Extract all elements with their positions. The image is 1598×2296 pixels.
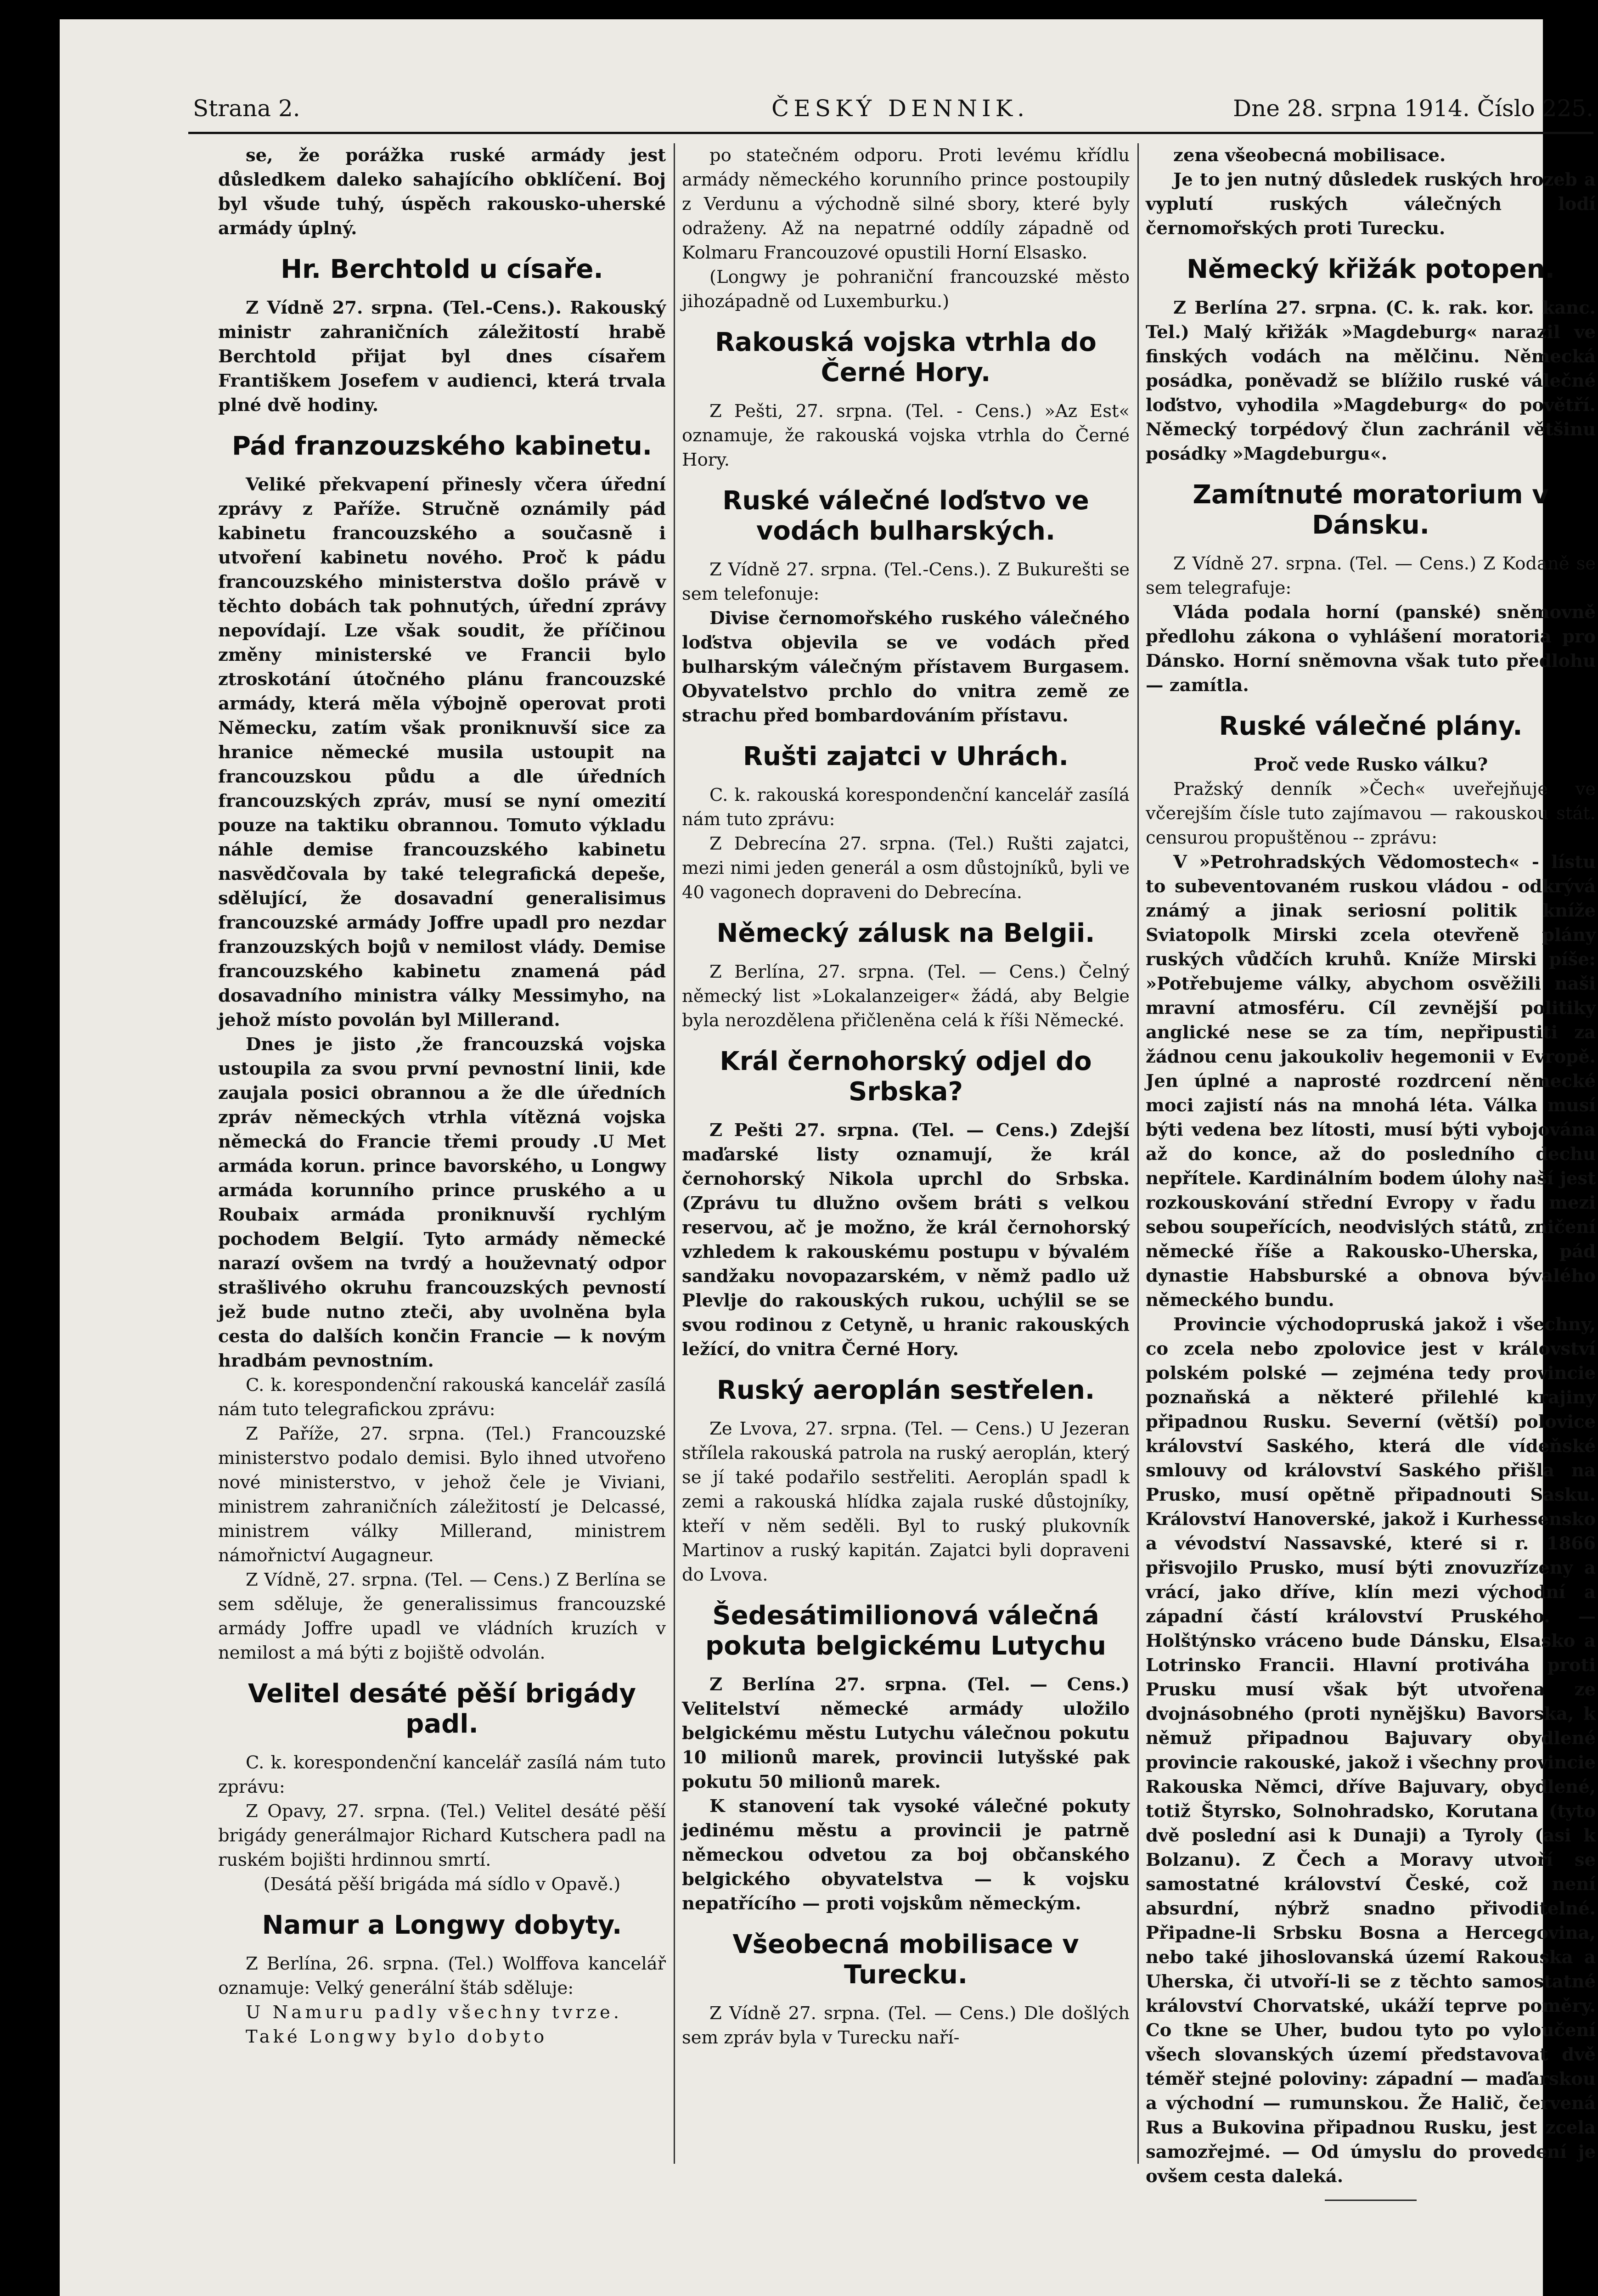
headline-russian-war-plans: Ruské válečné plány.: [1219, 711, 1523, 741]
headline-montenegrin-king: Král černohorský odjel do Srbska?: [720, 1047, 1092, 1107]
headline-namur-longwy: Namur a Longwy dobyty.: [262, 1910, 622, 1940]
headline-brigade-commander: Velitel desáté pěší brigády padl.: [248, 1679, 636, 1739]
header-rule: [188, 132, 1593, 134]
paragraph: Pražský denník »Čech« uveřejňuje ve včerejším čísle tuto zajímavou — rakouskou stát. censurou propuštěnou -- zprávu:: [1146, 779, 1596, 848]
paragraph: Provincie východopruská jakož i všechny, co zcela nebo zpolovice jest v království polském polské — zejména tedy provincie poznaňská a některé přilehlé krajiny připadnou Rusku. Severní (větší) polovice království Saského, která dle vídeňské smlouvy od království Saského přišla na Prusko, musí opětně připadnouti Sasku. Království Hanoverské, jakož i Kurhessensko a vévodství Nassavské, které si r. 1866 přisvojilo Prusko, musí býti znovuzřízeny a vrácí, jako dříve, klín mezi východní a západní částí království Pruského. — Holštýnsko vráceno bude Dánsku, Elsasko a Lotrinsko Francii. Hlavní protiváha proti Prusku musí však být utvořena ze dvojnásobného (proti nynějšku) Bavorska, k němuž připadnou Bajuvary obydlené provincie rakouské, jakož i všechny provincie Rakouska Němci, dříve Bajuvary, obydlené, totiž Štyrsko, Solnohradsko, Korutana (tyto dvě poslední asi k Dunaji) a Tyroly (asi k Bolzanu). Z Čech a Moravy utvoří se samostatné království České, což není absurdní, nýbrž snadno přivoditelné. Připadne-li Srbsku Bosna a Hercegovina, nebo také jihoslovanská území Rakouska a Uherska, či utvoří-li se z těchto samostatné království Chorvatské, ukáží teprve poměry. Co tkne se Uher, budou tyto po vyloučení všech slovanských území představovat dvě téměř stejné poloviny: západní — maďarskou a východní — rumunskou. Že Halič, červená Rus a Bukovina připadnou Rusku, jest zcela samozřejmé. — Od úmyslu do provedení je ovšem cesta daleká.: [1146, 1314, 1596, 2187]
paragraph: Z Paříže, 27. srpna. (Tel.) Francouzské ministerstvo podalo demisi. Bylo ihned utvořeno nové ministerstvo, v jehož čele je Viviani, ministrem zahraničních záležitostí je Delcassé, ministrem války Millerand, ministrem námořnictví Augagneur.: [218, 1424, 666, 1566]
paragraph: Z Vídně, 27. srpna. (Tel. — Cens.) Z Berlína se sem sděluje, že generalissimus francouzské armády Joffre upadl ve vládních kruzích v nemilost a má býti z bojiště odvolán.: [218, 1570, 666, 1663]
headline-berchtold: Hr. Berchtold u císaře.: [281, 254, 603, 284]
paragraph: Z Berlína 27. srpna. (Tel. — Cens.) Velitelství německé armády uložilo belgickému městu Lutychu válečnou pokutu 10 milionů marek, provincii lutyšské pak pokutu 50 milionů marek.: [682, 1674, 1130, 1792]
page-number: Strana 2.: [193, 95, 300, 122]
paragraph: V »Petrohradských Vědomostech« - lístu to subeventovaném ruskou vládou - odkrývá známý a jinak seriosní politik kníže Sviatopolk Mirski zcela otevřeně plány ruských vůdčích kruhů. Kníže Mirski píše: »Potřebujeme války, abychom osvěžili naši mravní atmosféru. Cíl zevnější politiky anglické nese se za tím, nepřipustiti za žádnou cenu jakoukoliv hegemonii v Evropě. Jen úplné a naprosté rozdrcení německé moci zajistí nás na mnohá léta. Válka musí býti vedena bez lítosti, musí býti vybojována až do konce, až do posledního dechu nepřítele. Kardinálním bodem úlohy naší jest rozkouskování střední Evropy v řadu mezi sebou soupeřících, neodvislých států, zničení německé říše a Rakousko-Uherska, pád dynastie Habsburské a obnova bývalého německého bundu.: [1146, 852, 1596, 1311]
headline-russian-fleet: Ruské válečné loďstvo ve vodách bulharských.: [722, 486, 1089, 546]
newspaper-page: [60, 19, 1596, 2296]
paragraph: Z Pešti 27. srpna. (Tel. — Cens.) Zdejší maďarské listy oznamují, že král černohorský Nikola uprchl do Srbska. (Zprávu tu dlužno ovšem bráti s velkou reservou, ač je možno, že král černohorský vzhledem k rakouskému postupu v bývalém sandžaku novopazarském, v němž padlo už Plevlje do rakouských rukou, uchýlil se se svou rodinou z Cetyně, u hranic rakouských ležící, do vnitra Černé Hory.: [682, 1120, 1130, 1360]
end-separator: [1325, 2200, 1417, 2201]
issue-date: Dne 28. srpna 1914. Číslo 225.: [1233, 95, 1593, 122]
paragraph: Z Opavy, 27. srpna. (Tel.) Velitel desáté pěší brigády generálmajor Richard Kutschera padl na ruském bojišti hrdinnou smrtí.: [218, 1801, 666, 1870]
paragraph: Z Debrecína 27. srpna. (Tel.) Rušti zajatci, mezi nimi jeden generál a osm důstojníků, byli ve 40 vagonech dopraveni do Debrecína.: [682, 833, 1130, 903]
paragraph: Z Vídně 27. srpna. (Tel.-Cens.). Z Bukurešti se sem telefonuje:: [682, 559, 1130, 604]
paragraph: se, že porážka ruské armády jest důsledkem daleko sahajícího obklíčení. Boj byl všude tuhý, úspěch rakousko-uherské armády úplný.: [218, 145, 666, 239]
paragraph: Z Berlína, 26. srpna. (Tel.) Wolffova kancelář oznamuje: Velký generální štáb sděluje:: [218, 1953, 666, 1998]
headline-belgium-claim: Německý zálusk na Belgii.: [716, 918, 1095, 948]
paragraph: C. k. korespondenční rakouská kancelář zasílá nám tuto telegrafickou zprávu:: [218, 1375, 666, 1420]
headline-moratorium: Zamítnuté moratorium v Dánsku.: [1193, 480, 1549, 540]
paragraph: Dnes je jisto ,že francouzská vojska ustoupila za svou první pevnostní linii, kde zaujala posici obrannou a že dle úředních zpráv německých vtrhla vítězná vojska německá do Francie třemi proudy .U Met armáda korun. prince bavorského, u Longwy armáda korunního prince pruského a u Roubaix armáda proniknuvší rychlým pochodem Belgií. Tyto armády německé narazí ovšem na tvrdý a houževnatý odpor strašlivého okruhu francouzských pevností jež bude nutno zteči, aby uvolněna byla cesta do dalších končin Francie — k novým hradbám pevnostním.: [218, 1034, 666, 1371]
paragraph: (Desátá pěší brigáda má sídlo v Opavě.): [263, 1874, 621, 1895]
headline-russian-prisoners: Rušti zajatci v Uhrách.: [743, 742, 1069, 771]
paragraph: Z Vídně 27. srpna. (Tel.-Cens.). Rakouský ministr zahraničních záležitostí hrabě Berchtold přijat byl dnes císařem Františkem Josefem v audienci, která trvala plné dvě hodiny.: [218, 298, 666, 416]
paragraph: Z Berlína, 27. srpna. (Tel. — Cens.) Čelný německý list »Lokalanzeiger« žádá, aby Belgie byla nerozdělena přičleněna celá k říši Německé.: [682, 962, 1130, 1031]
headline-turkey-mobilisation: Všeobecná mobilisace v Turecku.: [732, 1930, 1079, 1990]
paragraph: Je to jen nutný důsledek ruských hrozeb a vyplutí ruských válečných lodí černomořských proti Turecku.: [1146, 169, 1596, 239]
headline-montenegro-invasion: Rakouská vojska vtrhla do Černé Hory.: [715, 327, 1097, 388]
column-divider: [1137, 143, 1139, 2164]
column-divider: [674, 143, 675, 2164]
paragraph: Vláda podala horní (panské) sněmovně předlohu zákona o vyhlášení moratoria pro Dánsko. Horní sněmovna však tuto předlohu — zamítla.: [1146, 602, 1596, 696]
paragraph: Veliké překvapení přinesly včera úřední zprávy z Paříže. Stručně oznámily pád kabinetu francouzského a současně i utvoření kabinetu nového. Proč k pádu francouzského ministerstva došlo právě v těchto dobách tak pohnutých, úřední zprávy nepovídají. Lze však soudit, že příčinou změny ministerské ve Francii bylo ztroskotání útočného plánu francouzské armády, která měla výbojně operovat proti Německu, zatím však proniknuvší sice za hranice německé musila ustoupit na francouzskou půdu a dle úředních francouzských zpráv, musí se nyní omezití pouze na taktiku obrannou. Tomuto výkladu náhle demise francouzského kabinetu nasvědčovala by také telegrafická depeše, sdělující, že dosavadní generalisimus francouzské armády Joffre upadl pro nezdar franzouzských bojů v nemilost vlády. Demise francouzského kabinetu znamená pád dosavadního ministra války Messimyho, na jehož místo povolán byl Millerand.: [218, 474, 666, 1030]
headline-aeroplane: Ruský aeroplán sestřelen.: [716, 1375, 1095, 1405]
paragraph: po statečném odporu. Proti levému křídlu armády německého korunního prince postoupily z Verdunu a východně silné sbory, které byly odraženy. Až na nepatrné oddíly západně od Kolmaru Francouzové opustili Horní Elsasko.: [682, 145, 1130, 263]
subheadline: Proč vede Rusko válku?: [1253, 754, 1488, 775]
paragraph: C. k. korespondenční kancelář zasílá nám tuto zprávu:: [218, 1752, 666, 1797]
paragraph: Z Vídně 27. srpna. (Tel. — Cens.) Z Kodaně se sem telegrafuje:: [1146, 553, 1596, 598]
paragraph: Divise černomořského ruského válečného loďstva objevila se ve vodách před bulharským válečným přístavem Burgasem. Obyvatelstvo prchlo do vnitra země ze strachu před bombardováním přístavu.: [682, 608, 1130, 726]
column-1: [218, 143, 666, 2219]
masthead: [193, 95, 1593, 127]
paragraph: C. k. rakouská korespondenční kancelář zasílá nám tuto zprávu:: [682, 785, 1130, 830]
paragraph: Také Longwy bylo dobyto: [246, 2026, 548, 2047]
newspaper-title: ČESKÝ DENNIK.: [771, 95, 1030, 122]
paragraph: Z Vídně 27. srpna. (Tel. — Cens.) Dle došlých sem zpráv byla v Turecku naří-: [682, 2003, 1130, 2048]
paragraph: Ze Lvova, 27. srpna. (Tel. — Cens.) U Jezeran střílela rakouská patrola na ruský aeroplán, který se jí také podařilo sestřeliti. Aeroplán spadl k zemi a rakouská hlídka zajala ruské důstojníky, kteří v něm seděli. Byl to ruský plukovník Martinov a ruský kapitán. Zajatci byli dopraveni do Lvova.: [682, 1418, 1130, 1585]
column-2: [682, 143, 1130, 2219]
headline-liege-fine: Šedesátimilionová válečná pokuta belgickému Lutychu: [705, 1601, 1106, 1661]
paragraph: Z Pešti, 27. srpna. (Tel. - Cens.) »Az Est« oznamuje, že rakouská vojska vtrhla do Černé Hory.: [682, 401, 1130, 470]
headline-french-cabinet: Pád franzouzského kabinetu.: [231, 431, 653, 461]
paragraph: K stanovení tak vysoké válečné pokuty jedinému městu a provincii je patrně německou odvetou za boj občanského belgického obyvatelstva — k vojsku nepatřícího — proti vojskům německým.: [682, 1796, 1130, 1914]
paragraph: U Namuru padly všechny tvrze.: [246, 2002, 622, 2023]
column-3: [1146, 143, 1596, 2219]
paragraph: (Longwy je pohraniční francouzské město jihozápadně od Luxemburku.): [682, 267, 1130, 312]
paragraph: zena všeobecná mobilisace.: [1173, 145, 1446, 166]
headline-cruiser-sunk: Německý křižák potopen.: [1187, 254, 1555, 284]
paragraph: Z Berlína 27. srpna. (C. k. rak. kor. kanc. Tel.) Malý křižák »Magdeburg« narazil ve finských vodách na mělčinu. Německá posádka, poněvadž se blížilo ruské válečné loďstvo, vyhodila »Magdeburg« do povětří. Německý torpédový člun zachránil většinu posádky »Magdeburgu«.: [1146, 298, 1596, 464]
